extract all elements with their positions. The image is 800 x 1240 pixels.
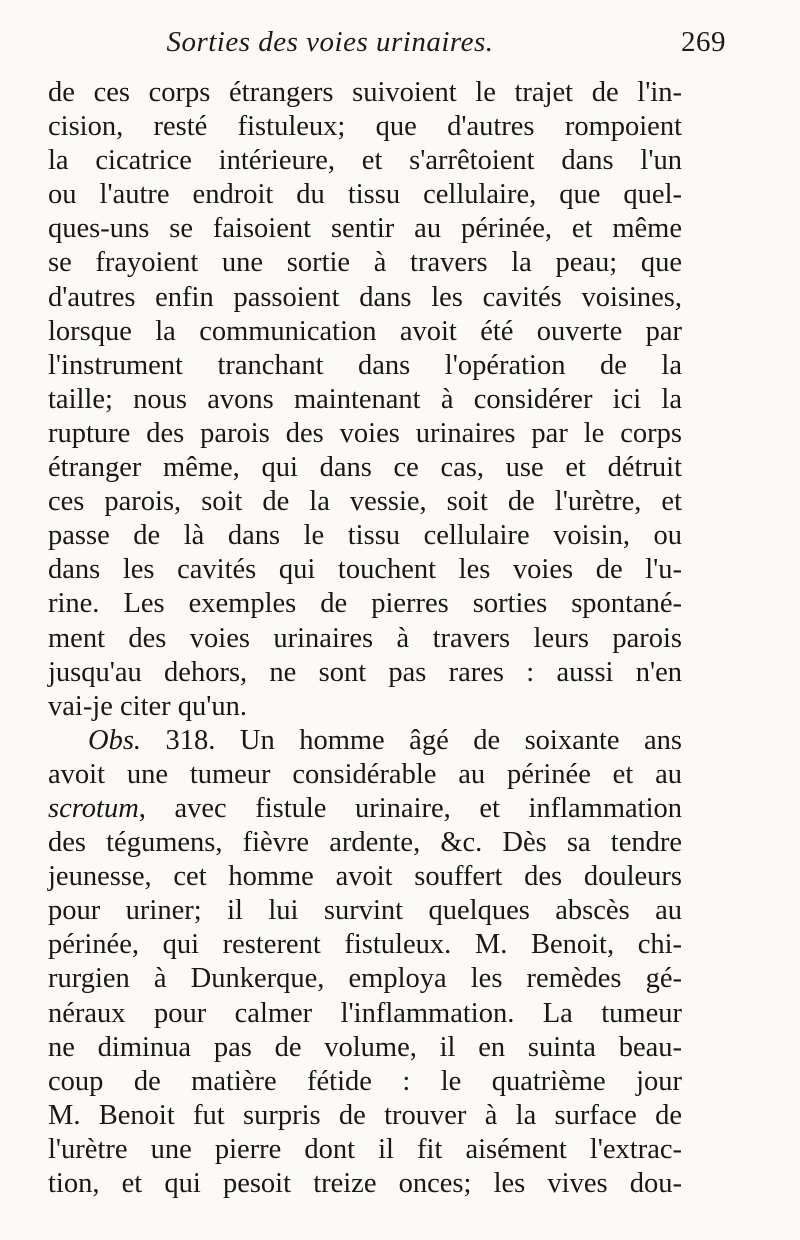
text-line: d'autres enfin passoient dans les cavités voisines, — [48, 281, 682, 313]
text-line: l'instrument tranchant dans l'opération de la — [48, 349, 682, 381]
text-line: ou l'autre endroit du tissu cellulaire, que quel- — [48, 179, 682, 211]
text-line: pour uriner; il lui survint quelques abscès au — [48, 895, 682, 927]
text-line: taille; nous avons maintenant à considérer ici la — [48, 383, 682, 415]
text-line: M. Benoit fut surpris de trouver à la surface de — [48, 1099, 682, 1131]
text-line: ment des voies urinaires à travers leurs parois — [48, 622, 682, 654]
text-line: dans les cavités qui touchent les voies de l'u- — [48, 554, 682, 586]
text-line: jusqu'au dehors, ne sont pas rares : aussi n'en — [48, 656, 682, 688]
observation-first-line — [48, 724, 682, 758]
text-line: étranger même, qui dans ce cas, use et détruit — [48, 452, 682, 484]
text-line: passe de là dans le tissu cellulaire voisin, ou — [48, 520, 682, 552]
text-line: ques-uns se faisoient sentir au périnée, et même — [48, 213, 682, 245]
text-line: rupture des parois des voies urinaires par le corps — [48, 417, 682, 449]
observation-scrotum-line — [48, 792, 682, 826]
text-line: tion, et qui pesoit treize onces; les vives dou- — [48, 1168, 682, 1199]
text-line: cision, resté fistuleux; que d'autres rompoient — [48, 111, 682, 143]
text-line: ne diminua pas de volume, il en suinta beau- — [48, 1031, 682, 1063]
text-line: périnée, qui resterent fistuleux. M. Benoit, chi- — [48, 929, 682, 961]
text-line: de ces corps étrangers suivoient le trajet de l'in- — [48, 77, 682, 108]
text-line: coup de matière fétide : le quatrième jour — [48, 1065, 682, 1097]
text-line: rine. Les exemples de pierres sorties spontané- — [48, 588, 682, 620]
observation-number: 318. — [165, 724, 216, 756]
text-line: néraux pour calmer l'inflammation. La tumeur — [48, 997, 682, 1029]
text-line: se frayoient une sortie à travers la peau; que — [48, 247, 682, 279]
observation-label: Obs. — [88, 724, 142, 756]
page-header — [50, 26, 750, 66]
observation-line-text: Un homme âgé de soixante ans — [239, 724, 683, 756]
observation-line-text: , avec fistule urinaire, et inflammation — [138, 792, 682, 824]
text-line: jeunesse, cet homme avoit souffert des douleurs — [48, 861, 682, 893]
text-line: lorsque la communication avoit été ouverte par — [48, 315, 682, 347]
page-number: 269 — [681, 26, 726, 58]
text-line: ces parois, soit de la vessie, soit de l'urètre, et — [48, 486, 682, 518]
latin-term: scrotum — [48, 792, 139, 824]
text-line: la cicatrice intérieure, et s'arrêtoient dans l'un — [48, 145, 682, 177]
text-line: rurgien à Dunkerque, employa les remèdes gé- — [48, 963, 682, 995]
text-line: des tégumens, fièvre ardente, &c. Dès sa tendre — [48, 827, 682, 859]
text-line: avoit une tumeur considérable au périnée et au — [48, 758, 682, 790]
text-line: vai-je citer qu'un. — [48, 690, 248, 722]
running-head: Sorties des voies urinaires. — [166, 26, 494, 58]
body-text — [48, 76, 682, 1201]
text-line: l'urètre une pierre dont il fit aisément l'extrac- — [48, 1133, 682, 1165]
